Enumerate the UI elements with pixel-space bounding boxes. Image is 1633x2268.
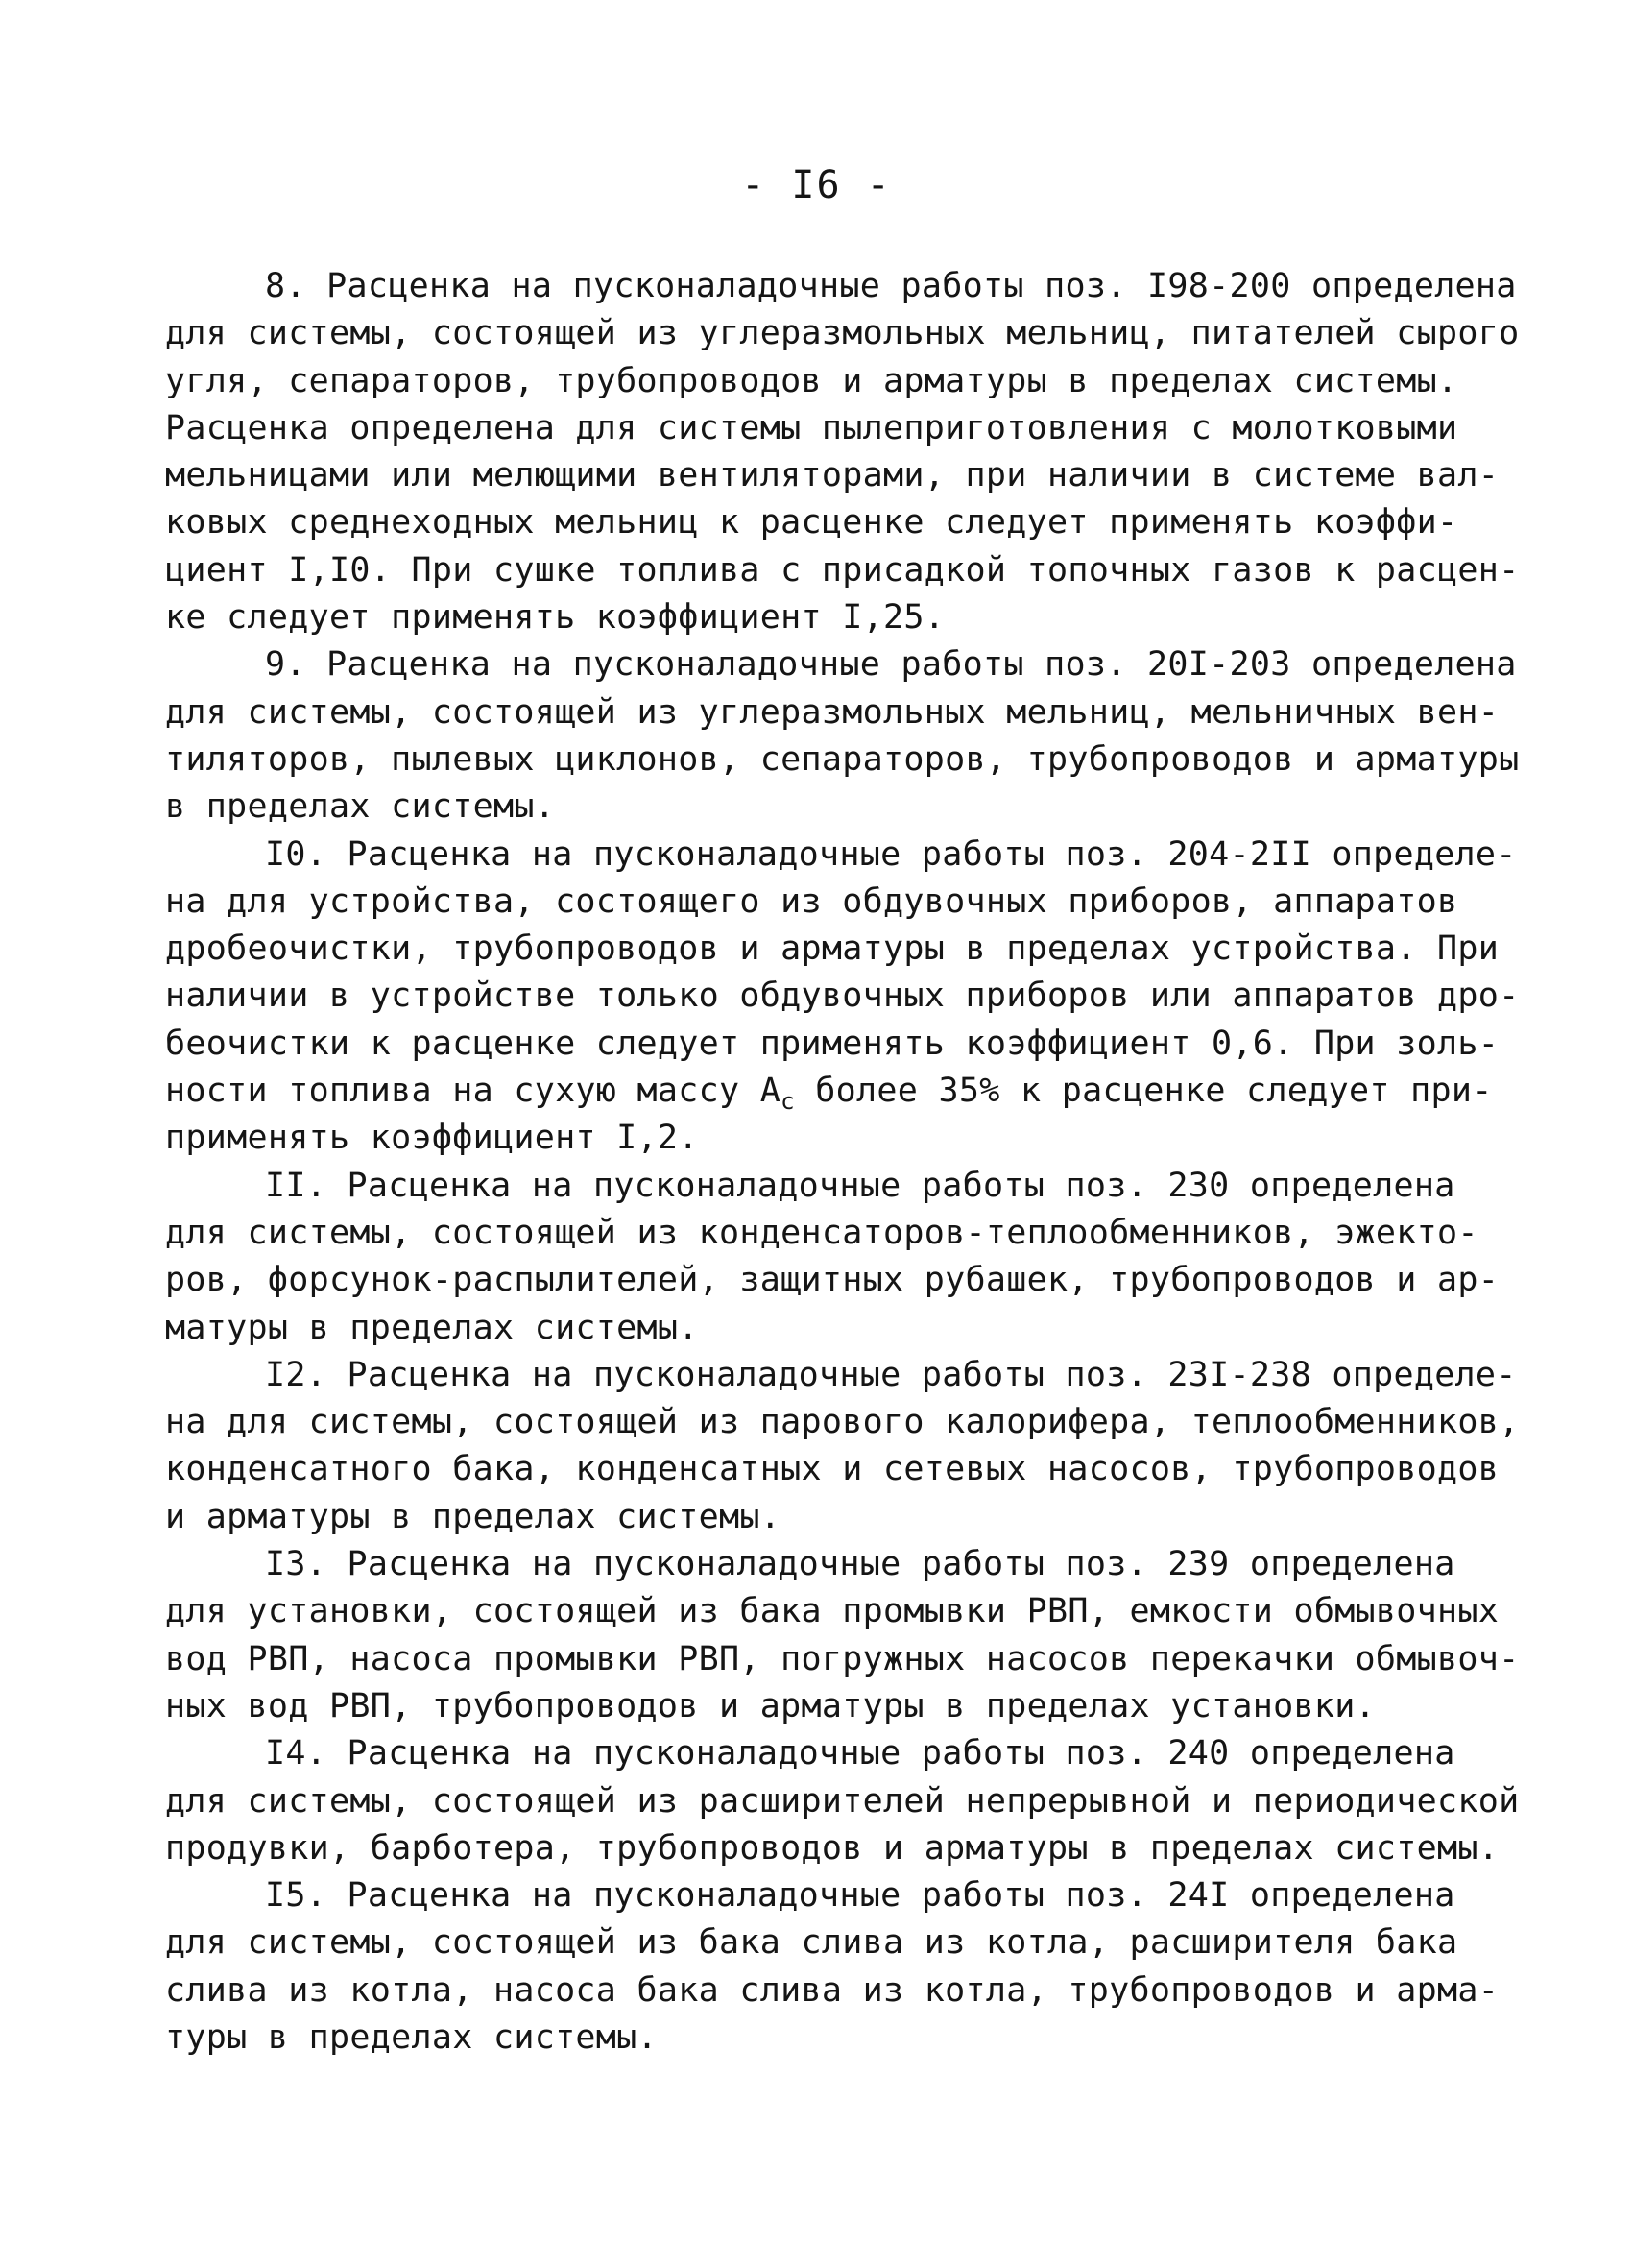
text-line: циент I,I0. При сушке топлива с присадкой топочных газов к расцен-	[165, 550, 1520, 590]
text-line: для системы, состоящей из углеразмольных мельниц, питателей сырого	[165, 314, 1520, 353]
paragraph-13	[165, 1541, 1520, 1730]
text-line: ных вод РВП, трубопроводов и арматуры в пределах установки.	[165, 1686, 1376, 1725]
ash-symbol: А	[759, 1072, 781, 1111]
page-number: - I6 -	[741, 163, 892, 207]
text-line: и арматуры в пределах системы.	[165, 1497, 781, 1536]
paragraph-11	[165, 1163, 1500, 1352]
text-segment: ности топлива на сухую массу	[165, 1072, 740, 1111]
text-line: в пределах системы.	[165, 787, 556, 827]
text-line: дробеочистки, трубопроводов и арматуры в пределах устройства. При	[165, 929, 1500, 969]
text-line: мельницами или мелющими вентиляторами, при наличии в системе вал-	[165, 456, 1500, 495]
text-line: продувки, барботера, трубопроводов и арматуры в пределах системы.	[165, 1828, 1500, 1868]
text-line: конденсатного бака, конденсатных и сетевых насосов, трубопроводов	[165, 1450, 1500, 1489]
text-line: I4. Расценка на пусконаладочные работы поз. 240 определена	[265, 1734, 1455, 1773]
paragraph-10	[165, 832, 1520, 1163]
text-line: тиляторов, пылевых циклонов, сепараторов, трубопроводов и арматуры	[165, 739, 1520, 779]
text-line: для системы, состоящей из конденсаторов-теплообменников, эжекто-	[165, 1213, 1478, 1252]
paragraph-14	[165, 1730, 1520, 1872]
text-line-ash-content	[165, 1068, 1493, 1116]
text-line: для системы, состоящей из расширителей непрерывной и периодической	[165, 1781, 1520, 1821]
text-line: I3. Расценка на пусконаладочные работы поз. 239 определена	[265, 1545, 1455, 1584]
text-line: I0. Расценка на пусконаладочные работы поз. 204-2II определе-	[265, 834, 1517, 874]
text-line: на для системы, состоящей из парового калорифера, теплообменников,	[165, 1403, 1520, 1442]
paragraph-12	[165, 1352, 1520, 1541]
text-line: беочистки к расценке следует применять коэффициент 0,6. При золь-	[165, 1024, 1500, 1063]
text-line: ке следует применять коэффициент I,25.	[165, 598, 946, 638]
text-line: I5. Расценка на пусконаладочные работы поз. 24I определена	[265, 1876, 1455, 1916]
text-line: вод РВП, насоса промывки РВП, погружных насосов перекачки обмывоч-	[165, 1639, 1520, 1678]
document-body	[165, 263, 1520, 2062]
text-line: Расценка определена для системы пылеприготовления с молотковыми	[165, 408, 1458, 447]
text-line: для системы, состоящей из бака слива из котла, расширителя бака	[165, 1923, 1458, 1963]
paragraph-8	[165, 263, 1520, 641]
text-segment: более 35% к расценке следует при-	[794, 1072, 1493, 1111]
text-line: применять коэффициент I,2.	[165, 1119, 699, 1158]
text-line: слива из котла, насоса бака слива из котла, трубопроводов и арма-	[165, 1970, 1500, 2010]
text-line: угля, сепараторов, трубопроводов и арматуры в пределах системы.	[165, 361, 1458, 400]
text-line: II. Расценка на пусконаладочные работы поз. 230 определена	[265, 1166, 1455, 1205]
text-line: для системы, состоящей из углеразмольных мельниц, мельничных вен-	[165, 692, 1500, 732]
text-line: I2. Расценка на пусконаладочные работы поз. 23I-238 определе-	[265, 1355, 1517, 1394]
text-line: ковых среднеходных мельниц к расценке следует применять коэффи-	[165, 503, 1458, 543]
text-line: для установки, состоящей из бака промывки РВП, емкости обмывочных	[165, 1592, 1500, 1631]
text-line: матуры в пределах системы.	[165, 1308, 699, 1347]
text-line: туры в пределах системы.	[165, 2017, 658, 2057]
paragraph-9	[165, 641, 1520, 831]
paragraph-15	[165, 1872, 1500, 2062]
text-line: наличии в устройстве только обдувочных приборов или аппаратов дро-	[165, 977, 1520, 1016]
text-line: на для устройства, состоящего из обдувочных приборов, аппаратов	[165, 881, 1458, 921]
ash-subscript: с	[780, 1088, 795, 1116]
text-line: 8. Расценка на пусконаладочные работы поз. I98-200 определена	[265, 267, 1517, 305]
text-line: ров, форсунок-распылителей, защитных рубашек, трубопроводов и ар-	[165, 1261, 1500, 1300]
text-line: 9. Расценка на пусконаладочные работы поз. 20I-203 определена	[265, 645, 1517, 685]
